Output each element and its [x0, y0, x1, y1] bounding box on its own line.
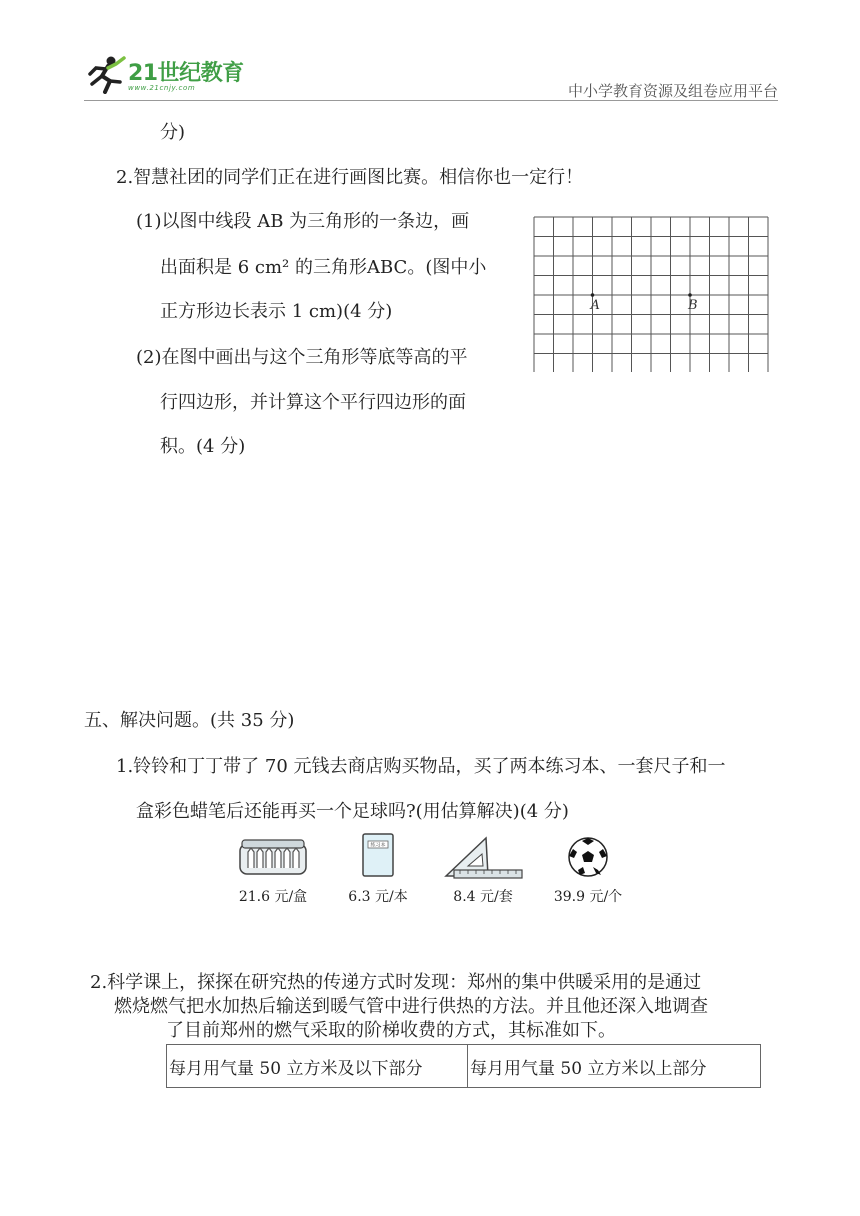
notebook-item: [333, 832, 423, 905]
sub-question-1-line-3: 正方形边长表示 1 cm)(4 分): [160, 301, 393, 322]
ruler-set-item: [438, 832, 528, 905]
sub-question-2-line-2: 行四边形，并计算这个平行四边形的面: [160, 392, 466, 413]
runner-icon: [84, 54, 128, 94]
platform-name: 中小学教育资源及组卷应用平台: [567, 82, 778, 100]
section-5-title: 五、解决问题。(共 35 分): [84, 710, 295, 731]
logo-text: 21世纪教育: [128, 61, 244, 86]
goods-price-list: [228, 832, 648, 910]
problem-1-line-2: 盒彩色蜡笔后还能再买一个足球吗?(用估算解决)(4 分): [136, 801, 569, 822]
table-header-cell: 每月用气量 50 立方米及以下部分: [167, 1045, 468, 1088]
sub-question-1-line-1: (1)以图中线段 AB 为三角形的一条边，画: [136, 211, 470, 232]
sub-question-1-line-2: 出面积是 6 cm² 的三角形ABC。(图中小: [160, 257, 487, 278]
previous-question-tail: 分): [160, 122, 186, 143]
problem-1-line-1: 1.铃铃和丁丁带了 70 元钱去商店购买物品，买了两本练习本、一套尺子和一: [116, 756, 726, 777]
point-a-dot: [591, 293, 595, 297]
football-item: [543, 832, 633, 905]
problem-2-line-2: 燃烧燃气把水加热后输送到暖气管中进行供热的方法。并且他还深入地调查: [114, 996, 708, 1017]
football-price: 39.9 元/个: [553, 889, 623, 905]
crayon-box-icon: [228, 832, 318, 882]
notebook-icon: [333, 832, 423, 882]
table-header-cell: 每月用气量 50 立方米以上部分: [468, 1045, 761, 1088]
point-b-dot: [688, 293, 692, 297]
header-divider: [84, 100, 778, 101]
ruler-set-icon: [438, 832, 528, 882]
site-logo: [84, 54, 254, 96]
ruler-set-price: 8.4 元/套: [453, 889, 513, 905]
problem-2-line-3: 了目前郑州的燃气采取的阶梯收费的方式，其标准如下。: [166, 1020, 616, 1041]
notebook-price: 6.3 元/本: [348, 889, 408, 905]
point-b-label: B: [688, 298, 698, 313]
logo-url: www.21cnjy.com: [128, 84, 196, 92]
point-a-label: A: [590, 298, 600, 313]
crayon-box-price: 21.6 元/盒: [238, 889, 308, 905]
drawing-grid: [533, 216, 809, 376]
question-2-title: 2.智慧社团的同学们正在进行画图比赛。相信你也一定行！: [116, 167, 584, 188]
notebook-cover-label: 练习本: [370, 842, 386, 849]
football-icon: [543, 832, 633, 882]
table-header-row: [167, 1045, 761, 1088]
problem-2-line-1: 2.科学课上，探探在研究热的传递方式时发现：郑州的集中供暖采用的是通过: [90, 972, 702, 993]
gas-price-table: [166, 1044, 761, 1088]
sub-question-2-line-1: (2)在图中画出与这个三角形等底等高的平: [136, 347, 468, 368]
crayon-box-item: [228, 832, 318, 905]
sub-question-2-line-3: 积。(4 分): [160, 436, 246, 457]
